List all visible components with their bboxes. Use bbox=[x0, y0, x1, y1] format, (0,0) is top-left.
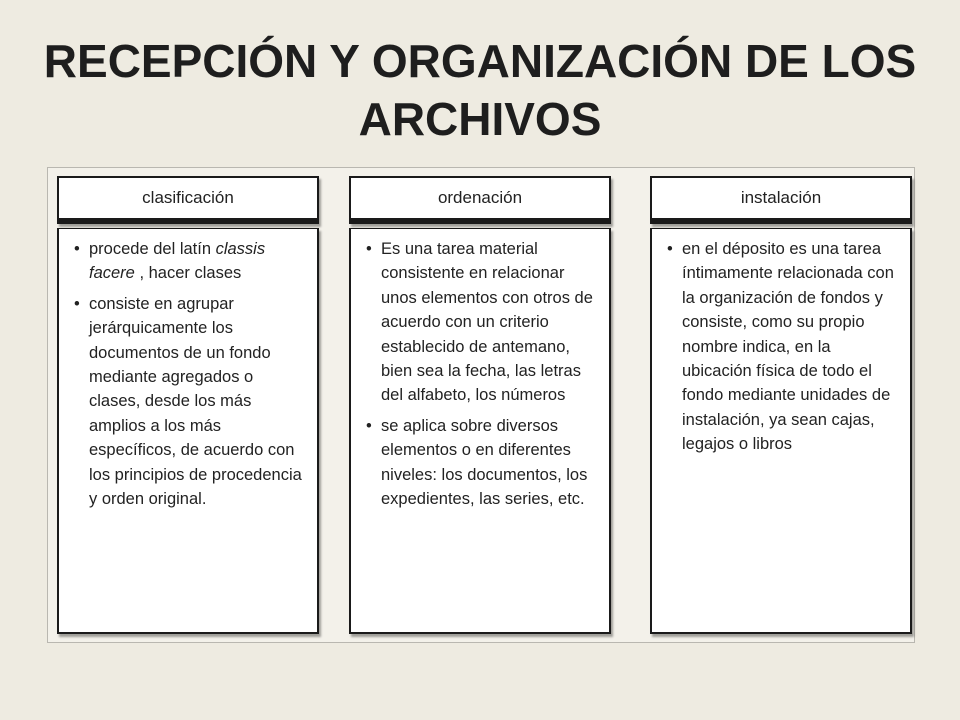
column-header-ordenacion: ordenación bbox=[349, 176, 611, 224]
column-body-clasificacion bbox=[57, 228, 319, 634]
column-body-ordenacion bbox=[349, 228, 611, 634]
list-item: • se aplica sobre diversos elementos o en diferentes niveles: los documentos, los expedientes, las series, etc. bbox=[359, 414, 601, 512]
list-item: • en el déposito es una tarea íntimamente relacionada con la organización de fondos y consiste, como su propio nombre indica, en la ubicación física de todo el fondo mediante unidades de instalación, ya sean cajas, legajos o libros bbox=[660, 237, 902, 457]
bullet-text: procede del latín bbox=[89, 240, 216, 258]
bullet-list bbox=[660, 237, 902, 457]
column-header-clasificacion: clasificación bbox=[57, 176, 319, 224]
bullet-text: , hacer clases bbox=[134, 264, 242, 283]
list-item: • consiste en agrupar jerárquicamente los documentos de un fondo mediante agregados o clases, desde los más amplios a los más específicos, de acuerdo con los principios de procedencia y orden original. bbox=[67, 292, 309, 512]
latin-term: classis facere bbox=[89, 240, 266, 283]
column-body-instalacion bbox=[650, 228, 912, 634]
bullet-list bbox=[67, 237, 309, 511]
list-item bbox=[67, 237, 309, 286]
column-header-instalacion: instalación bbox=[650, 176, 912, 224]
bullet-list bbox=[359, 237, 601, 511]
slide-title: RECEPCIÓN Y ORGANIZACIÓN DE LOS ARCHIVOS bbox=[43, 35, 917, 145]
list-item: • Es una tarea material consistente en relacionar unos elementos con otros de acuerdo con un criterio establecido de antemano, bien sea la fecha, las letras del alfabeto, los números bbox=[359, 237, 601, 408]
